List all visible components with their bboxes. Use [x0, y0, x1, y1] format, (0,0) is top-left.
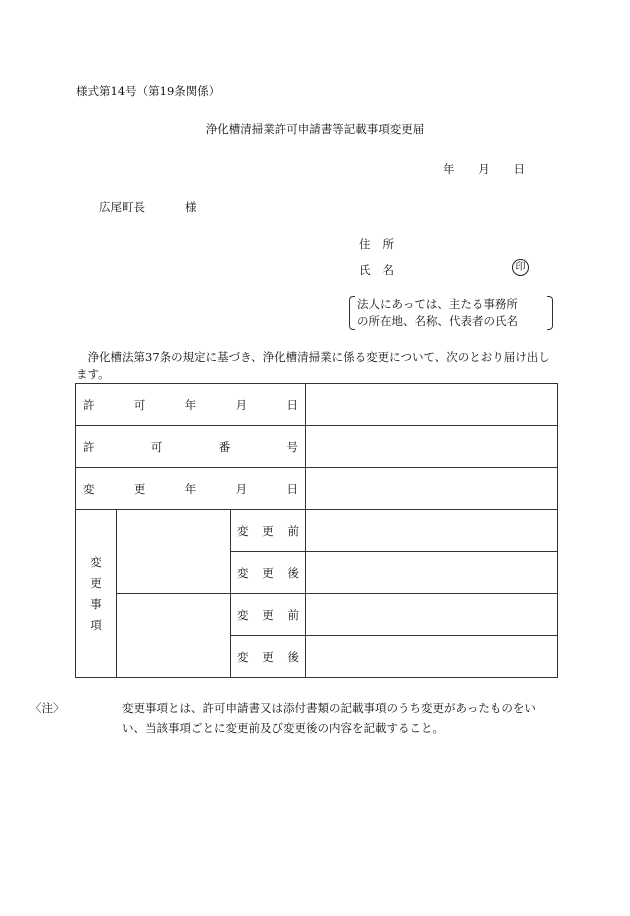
date-month-label: 月 [478, 162, 490, 176]
date-day-label: 日 [513, 162, 525, 176]
document-title: 浄化槽清掃業許可申請書等記載事項変更届 [205, 122, 425, 136]
before-change-1-value[interactable] [306, 510, 558, 552]
date-line [443, 161, 525, 177]
addressee-honorific: 様 [185, 200, 197, 214]
corporation-note [349, 296, 553, 330]
corporation-note-line2: の所在地、名称、代表者の氏名 [357, 314, 518, 328]
addressee-name: 広尾町長 [99, 200, 145, 214]
applicant-name-label: 氏 名 [359, 263, 394, 277]
change-item-row [76, 594, 558, 636]
permit-date-value[interactable] [306, 384, 558, 426]
change-form-table [75, 383, 558, 678]
change-date-label: 変 更 年 月 日 [76, 468, 306, 510]
before-change-label: 変 更 前 [231, 594, 306, 636]
after-change-label: 変 更 後 [231, 636, 306, 678]
change-item-2-value[interactable] [117, 594, 231, 678]
corporation-note-line1: 法人にあっては、主たる事務所 [357, 297, 518, 311]
change-date-row [76, 468, 558, 510]
permit-date-label: 許 可 年 月 日 [76, 384, 306, 426]
addressee [99, 199, 197, 215]
permit-number-label: 許 可 番 号 [76, 426, 306, 468]
change-date-value[interactable] [306, 468, 558, 510]
before-change-2-value[interactable] [306, 594, 558, 636]
footnote-text: 変更事項とは、許可申請書又は添付書類の記載事項のうち変更があったものをいい、当該事項ごとに変更前及び変更後の内容を記載すること。 [122, 701, 536, 735]
form-number: 様式第14号（第19条関係） [76, 84, 221, 98]
after-change-2-value[interactable] [306, 636, 558, 678]
seal-icon: 印 [512, 259, 529, 276]
footnote [30, 698, 556, 738]
permit-date-row [76, 384, 558, 426]
applicant-address-label: 住 所 [359, 237, 394, 251]
change-items-label: 変 更 事 項 [76, 510, 117, 678]
after-change-label: 変 更 後 [231, 552, 306, 594]
permit-number-row [76, 426, 558, 468]
date-year-label: 年 [443, 162, 455, 176]
before-change-label: 変 更 前 [231, 510, 306, 552]
footnote-label: 〈注〉 [30, 701, 65, 715]
permit-number-value[interactable] [306, 426, 558, 468]
change-item-row [76, 510, 558, 552]
statement-text: 浄化槽法第37条の規定に基づき、浄化槽清掃業に係る変更について、次のとおり届け出します。 [76, 350, 550, 381]
change-item-1-value[interactable] [117, 510, 231, 594]
after-change-1-value[interactable] [306, 552, 558, 594]
